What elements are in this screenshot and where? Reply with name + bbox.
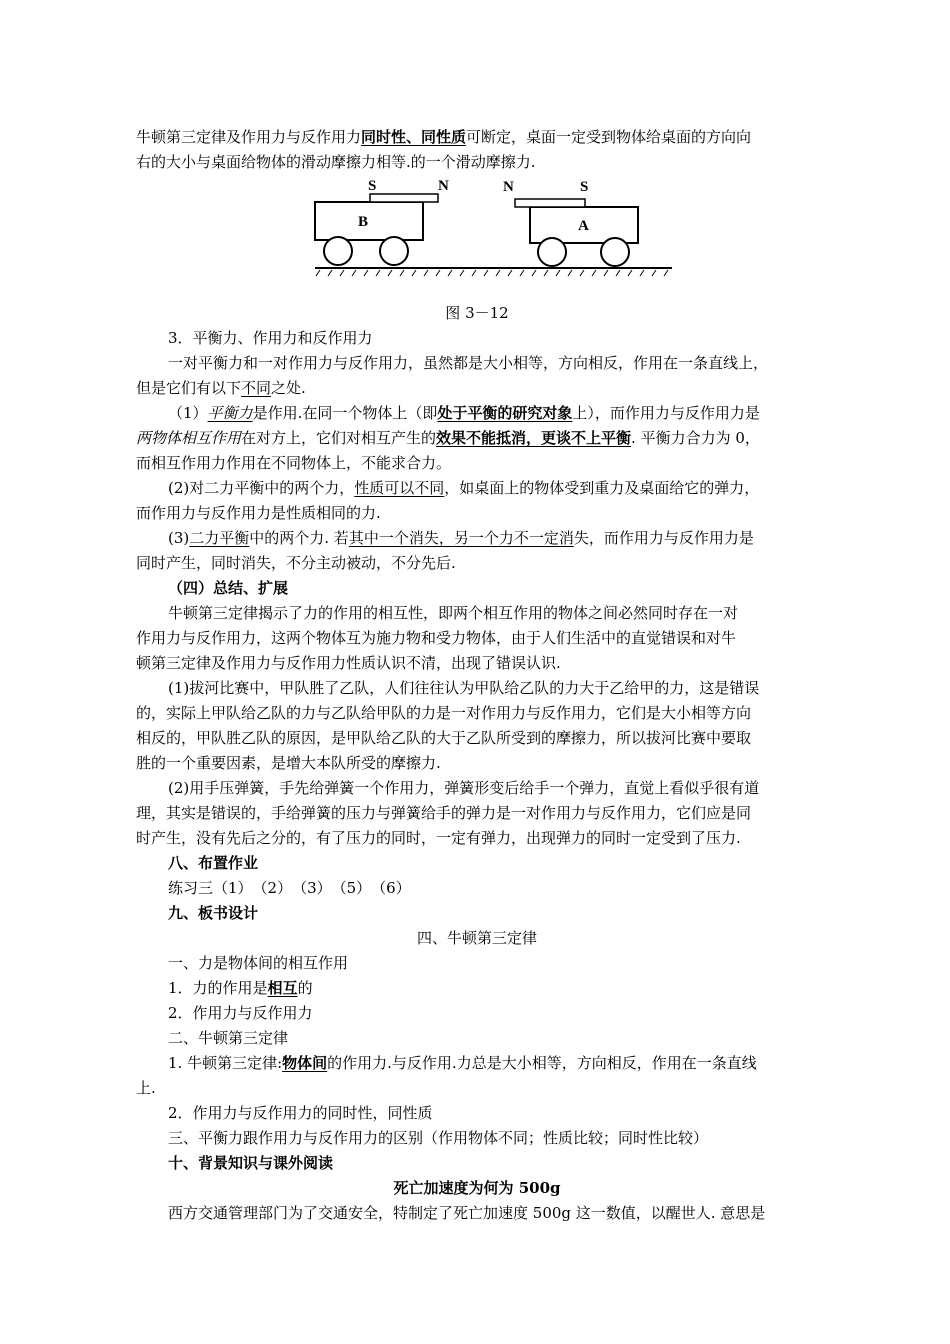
section-heading: 八、布置作业	[168, 854, 259, 872]
paragraph-line	[168, 401, 850, 426]
section-heading: （四）总结、扩展	[168, 579, 289, 597]
cart-a-label: A	[578, 218, 589, 234]
intro-line-1	[136, 125, 818, 150]
paragraph-line	[168, 526, 850, 551]
cart-a	[503, 179, 638, 266]
text-run: 1．力的作用是	[168, 979, 268, 997]
board-line: 三、平衡力跟作用力与反作用力的区别（作用物体不同；性质比较；同时性比较）	[168, 1129, 709, 1147]
paragraph-line: 顿第三定律及作用力与反作用力性质认识不清，出现了错误认识.	[136, 654, 561, 672]
underlined-text: 不同	[241, 379, 272, 397]
paragraph-line: 相反的，甲队胜乙队的原因，是甲队给乙队的大于乙队所受到的摩擦力，所以拔河比赛中要取	[136, 729, 752, 747]
paragraph-line: 而作用力与反作用力是性质相同的力.	[136, 504, 381, 522]
magnet-pole-n: N	[503, 179, 514, 195]
board-line: 二、牛顿第三定律	[168, 1029, 289, 1047]
paragraph-line: 时产生，没有先后之分的，有了压力的同时，一定有弹力，出现弹力的同时一定受到了压力.	[136, 829, 741, 847]
paragraph-line: 作用力与反作用力，这两个物体互为施力物和受力物体，由于人们生活中的直觉错误和对牛	[136, 629, 737, 647]
figure-caption: 图 3－12	[445, 304, 509, 322]
text-run: （1）	[168, 404, 208, 422]
text-run: (3)	[168, 529, 190, 547]
text-run: 的作用力.与反作用.力总是大小相等，方向相反，作用在一条直线	[327, 1054, 757, 1072]
board-line: 上.	[136, 1079, 156, 1097]
paragraph-line: 的，实际上甲队给乙队的力与乙队给甲队的力是一对作用力与反作用力，它们是大小相等方向	[136, 704, 752, 722]
emphasis-text: 相互	[267, 979, 298, 997]
text-run: 牛顿第三定律及作用力与反作用力	[136, 128, 362, 146]
paragraph-line: (1)拔河比赛中，甲队胜了乙队，人们往往认为甲队给乙队的力大于乙给甲的力，这是错误	[168, 679, 760, 697]
paragraph-line: 牛顿第三定律揭示了力的作用的相互性，即两个相互作用的物体之间必然同时存在一对	[168, 604, 739, 622]
paragraph-line: 同时产生，同时消失，不分主动被动，不分先后.	[136, 554, 456, 572]
article-title: 死亡加速度为何为 500g	[393, 1179, 561, 1197]
emphasis-text: 物体间	[282, 1054, 328, 1072]
text-run: 可断定，桌面一定受到物体给桌面的方向向	[466, 128, 752, 146]
text-run: (2)对二力平衡中的两个力，	[168, 479, 355, 497]
text-run: 失，而作用力与反作用力是	[573, 529, 754, 547]
intro-line-2: 右的大小与桌面给物体的滑动摩擦力相等.的一个滑动摩擦力.	[136, 153, 536, 171]
emphasis-text: 处于平衡的研究对象	[437, 404, 573, 422]
paragraph-line: 理，其实是错误的，手给弹簧的压力与弹簧给手的弹力是一对作用力与反作用力，它们应是同	[136, 804, 752, 822]
emphasis-text: 效果不能抵消，更谈不上平衡	[436, 429, 632, 447]
paragraph-line	[136, 426, 818, 451]
board-line: 2．作用力与反作用力	[168, 1004, 313, 1022]
emphasis-text: 两物体相互作用	[136, 429, 242, 447]
board-line	[168, 976, 850, 1001]
paragraph-line	[136, 376, 818, 401]
emphasis-text: 平衡力	[207, 404, 253, 422]
paragraph-line: 胜的一个重要因素，是增大本队所受的摩擦力.	[136, 754, 441, 772]
section-heading: 九、板书设计	[168, 904, 259, 922]
board-line	[168, 1051, 850, 1076]
paragraph-line: (2)用手压弹簧，手先给弹簧一个作用力，弹簧形变后给手一个弹力，直觉上看似乎很有道	[168, 779, 760, 797]
magnet-pole-n: N	[438, 178, 449, 194]
board-heading: 四、牛顿第三定律	[416, 929, 537, 947]
text-run: 是作用.在同一个物体上（即	[252, 404, 438, 422]
magnet-carts-figure	[310, 172, 675, 282]
text-run: 在对方上，它们对相互产生的	[241, 429, 437, 447]
paragraph-line: 西方交通管理部门为了交通安全，特制定了死亡加速度 500g 这一数值，以醒世人. 意思是	[168, 1204, 766, 1222]
cart-b-label: B	[358, 214, 369, 230]
underlined-text: 二力平衡	[189, 529, 250, 547]
board-line: 2．作用力与反作用力的同时性，同性质	[168, 1104, 433, 1122]
magnet-pole-s: S	[368, 178, 377, 194]
board-line: 一、力是物体间的相互作用	[168, 954, 349, 972]
underlined-text: 其中一个消失，另一个力不一定消	[348, 529, 574, 547]
homework-items: 练习三（1） （2） （3） （5） （6）	[168, 879, 411, 897]
text-run: 1. 牛顿第三定律:	[168, 1054, 283, 1072]
text-run: 上），而作用力与反作用力是	[572, 404, 760, 422]
text-run: ，如桌面上的物体受到重力及桌面给它的弹力，	[444, 479, 760, 497]
text-run: 但是它们有以下	[136, 379, 242, 397]
text-run: 中的两个力. 若	[249, 529, 349, 547]
section-heading: 十、背景知识与课外阅读	[168, 1154, 334, 1172]
paragraph-line: 而相互作用力作用在不同物体上，不能求合力。	[136, 454, 452, 472]
cart-b	[315, 178, 449, 265]
text-run: 之处.	[271, 379, 306, 397]
magnet-pole-s: S	[580, 179, 589, 195]
emphasis-text: 同时性、同性质	[361, 128, 467, 146]
paragraph-line: 一对平衡力和一对作用力与反作用力，虽然都是大小相等，方向相反，作用在一条直线上，	[168, 354, 769, 372]
underlined-text: 性质可以不同	[354, 479, 445, 497]
section-heading: 3．平衡力、作用力和反作用力	[168, 329, 373, 347]
text-run: . 平衡力合力为 0，	[631, 429, 760, 447]
text-run: 的	[297, 979, 313, 997]
paragraph-line	[168, 476, 850, 501]
